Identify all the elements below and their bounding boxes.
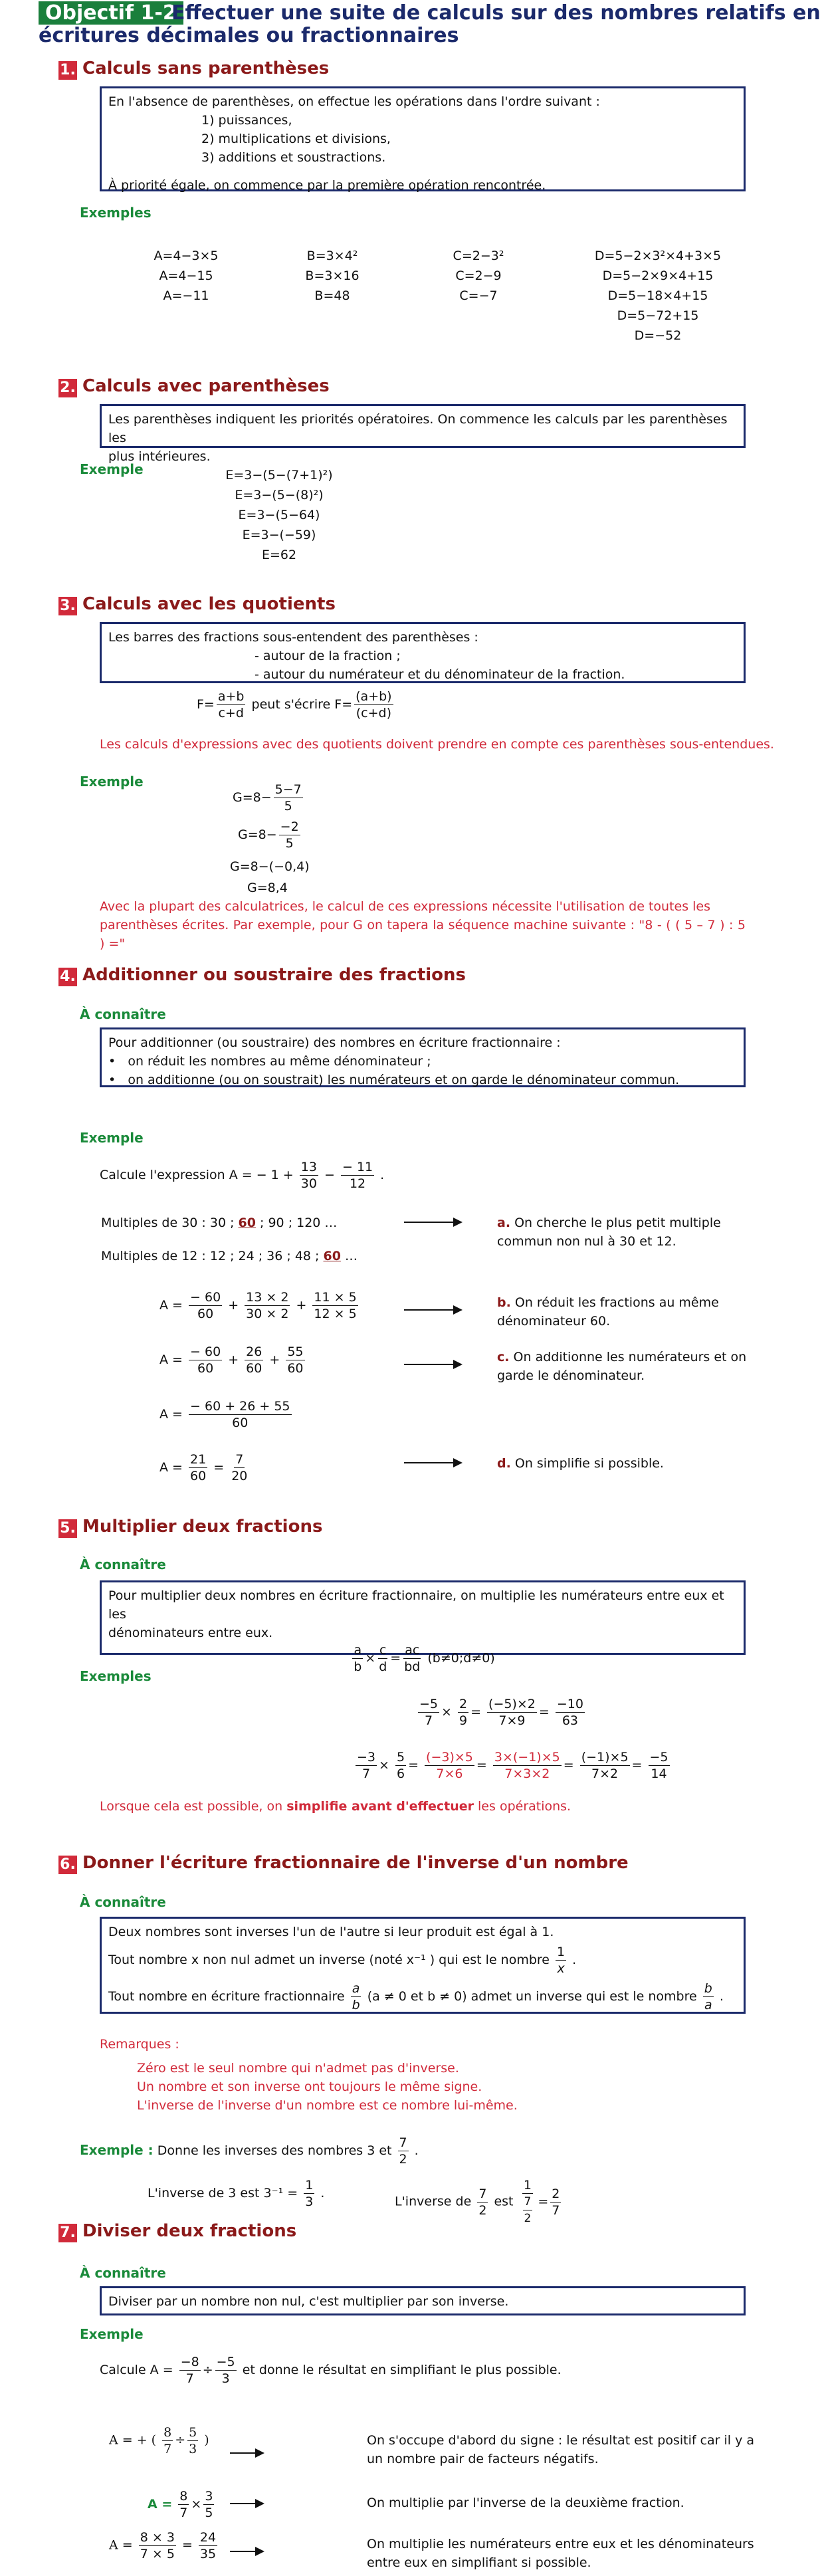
rule-text: Pour multiplier deux nombres en écriture fractionnaire, on multiplie les numérateurs entre eux et les — [108, 1588, 724, 1622]
division-step-2: A = $\frac{8}{7}$ × $\frac{3}{5}$ — [148, 2489, 213, 2520]
arrow-1 — [230, 2452, 263, 2454]
rule-text: Diviser par un nombre non nul, c'est multiplier par son inverse. — [108, 2294, 509, 2309]
section-number: 5. — [58, 1519, 77, 1538]
example-label: Exemple — [80, 774, 144, 790]
exercise-statement: Calcule l'expression A = − 1 + $\frac{13}{30}$ − $\frac{- 11}{12}$ . — [100, 1160, 385, 1191]
inverse-of-3: L'inverse de 3 est 3⁻¹ = $\frac{1}{3}$ . — [148, 2178, 325, 2209]
examples-label: Exemples — [80, 1668, 152, 1684]
example-column-b: B=3×4² B=3×16 B=48 — [305, 249, 360, 303]
step-c-expression: A = $\frac{- 60}{60}$ + $\frac{26}{60}$ + $\frac{55}{60}$ — [159, 1344, 304, 1376]
rule-text: Pour additionner (ou soustraire) des nombres en écriture fractionnaire : — [108, 1035, 561, 1050]
formula-f: F= $\frac{a+b}{c+d}$ peut s'écrire F= $\frac{(a+b)}{(c+d)}$ — [197, 689, 392, 720]
rule-box — [100, 2286, 746, 2315]
page-title-line1: Effectuer une suite de calculs sur des nombres relatifs en — [171, 1, 821, 25]
example-column-d: D=5−2×3²×4+3×5 D=5−2×9×4+15 D=5−18×4+15 D=5−72+15 D=−52 — [594, 249, 722, 343]
rule-box — [100, 404, 746, 464]
rule-text: - autour du numérateur et du dénominateur de la fraction. — [255, 667, 625, 682]
page-title-line2: écritures décimales ou fractionnaires — [39, 24, 459, 47]
objective-badge: Objectif 1-2 — [39, 1, 183, 25]
division-explanation-3: On multiplie les numérateurs entre eux et les dénominateurs entre eux en simplifiant si possible. — [367, 2537, 754, 2570]
example-column-a: A=4−3×5 A=4−15 A=−11 — [154, 249, 219, 303]
section-number: 3. — [58, 597, 77, 615]
inverse-example-statement: Exemple : Donne les inverses des nombres 3 et $\frac{7}{2}$ . — [80, 2135, 419, 2167]
arrow-a — [404, 1222, 461, 1223]
example-e-steps: E=3−(5−(7+1)²) E=3−(5−(8)²) E=3−(5−64) E=3−(−59) E=62 — [225, 468, 333, 562]
know-label: À connaître — [80, 1894, 166, 1910]
bullet-icon: • — [108, 1054, 128, 1069]
arrow-d — [404, 1462, 461, 1463]
section-title: Calculs avec les quotients — [82, 594, 336, 614]
example-column-c: C=2−3² C=2−9 C=−7 — [453, 249, 504, 303]
section-title: Multiplier deux fractions — [82, 1517, 323, 1537]
arrow-b — [404, 1309, 461, 1311]
rule-box: Pour additionner (ou soustraire) des nombres en écriture fractionnaire : • on réduit les nombres au même dénominateur ; • on additionne (ou on soustrait) les numérateurs et on garde le dénominateur commun. — [100, 1027, 746, 1087]
section-number: 6. — [58, 1856, 77, 1874]
rule-box: Deux nombres sont inverses l'un de l'autre si leur produit est égal à 1. Tout nombre x non nul admet un inverse (noté x⁻¹ ) qui est le nombre $\frac{1}{x}$ . Tout nombre en écriture fractionnaire $\frac{a}{b}$ (a ≠ 0 et b ≠ 0) admet un inverse qui est le nombre $\frac{b}{a}$ . — [100, 1917, 746, 2014]
section-title: Diviser deux fractions — [82, 2221, 297, 2241]
example-label: Exemple — [80, 2326, 144, 2342]
rule-text: Les parenthèses indiquent les priorités opératoires. On commence les calculs par les parenthèses les — [108, 412, 728, 445]
section-title: Calculs sans parenthèses — [82, 58, 330, 78]
step-b-expression: A = $\frac{- 60}{60}$ + $\frac{13 \times 2}{30 \times 2}$ + $\frac{11 \times 5}{12 \times 5}$ — [159, 1290, 357, 1321]
know-label: À connaître — [80, 1006, 166, 1022]
rule-text: 2) multiplications et divisions, — [201, 132, 391, 146]
rule-text: - autour de la fraction ; — [255, 649, 401, 663]
example-g-line1: G=8− $\frac{5-7}{5}$ — [233, 782, 302, 813]
warning-note: Les calculs d'expressions avec des quotients doivent prendre en compte ces parenthèses sous-entendues. — [100, 737, 774, 752]
rule-box — [100, 622, 746, 683]
calculator-note: Avec la plupart des calculatrices, le calcul de ces expressions nécessite l'utilisation de toutes les parenthèses écrites. Par exemple, pour G on tapera la séquence machine suivante : "8 - ( ( 5 – 7 ) : 5 ) =" — [100, 899, 746, 951]
multiplication-formula: $\frac{a}{b}$ × $\frac{c}{d}$ = $\frac{ac}{bd}$ (b≠0;d≠0) — [354, 1643, 495, 1674]
bullet-icon: • — [108, 1073, 128, 1087]
section-title: Donner l'écriture fractionnaire de l'inverse d'un nombre — [82, 1853, 629, 1873]
examples-label: Exemples — [80, 205, 152, 221]
example-label: Exemple — [80, 1130, 144, 1146]
section-number: 7. — [58, 2224, 77, 2242]
example-g-line4: G=8,4 — [247, 881, 288, 895]
example-g-line2: G=8− $\frac{-2}{5}$ — [238, 819, 299, 851]
division-step-3: A = $\frac{8 \times 3}{7 \times 5}$ = $\frac{24}{35}$ — [109, 2530, 217, 2561]
step-c: c. On additionne les numérateurs et on garde le dénominateur. — [497, 1350, 747, 1383]
simplify-note: Lorsque cela est possible, on simplifie avant d'effectuer les opérations. — [100, 1799, 571, 1814]
section-number: 1. — [58, 61, 77, 80]
rule-text: À priorité égale, on commence par la première opération rencontrée. — [108, 178, 546, 193]
remarks-label: Remarques : — [100, 2037, 179, 2052]
step-a: a. On cherche le plus petit multiple commun non nul à 30 et 12. — [497, 1216, 721, 1249]
arrow-c — [404, 1364, 461, 1365]
rule-text: Les barres des fractions sous-entendent des parenthèses : — [108, 630, 478, 645]
arrow-3 — [230, 2551, 263, 2552]
section-title: Additionner ou soustraire des fractions — [82, 965, 466, 985]
section-number: 2. — [58, 379, 77, 397]
remarks-list: Zéro est le seul nombre qui n'admet pas d'inverse. Un nombre et son inverse ont toujours le même signe. L'inverse de l'inverse d'un nombre est ce nombre lui-même. — [137, 2061, 518, 2113]
mult-example-1: $\frac{-5}{7}$ × $\frac{2}{9}$ = $\frac{(-5)\times 2}{7\times 9}$ = $\frac{-10}{63}$ — [419, 1697, 583, 1728]
sum-expression: A = $\frac{- 60 + 26 + 55}{60}$ — [159, 1399, 290, 1430]
division-statement: Calcule A = $\frac{-8}{7}$ ÷ $\frac{-5}{3}$ et donne le résultat en simplifiant le plus possible. — [100, 2355, 562, 2386]
inverse-of-7-over-2: L'inverse de $\frac{7}{2}$ est $\frac{1}{\frac{7}{2}}$ = $\frac{2}{7}$ — [395, 2178, 560, 2225]
example-label: Exemple — [80, 461, 144, 477]
step-d: d. On simplifie si possible. — [497, 1456, 664, 1471]
rule-text: Deux nombres sont inverses l'un de l'autre si leur produit est égal à 1. — [108, 1925, 554, 1939]
rule-text: 3) additions et soustractions. — [201, 150, 386, 165]
example-g-line3: G=8−(−0,4) — [230, 859, 310, 874]
rule-text: plus intérieures. — [108, 449, 211, 464]
multiples-12: Multiples de 12 : 12 ; 24 ; 36 ; 48 ; 60 … — [101, 1249, 358, 1263]
section-title: Calculs avec parenthèses — [82, 376, 330, 396]
division-explanation-2: On multiplie par l'inverse de la deuxième fraction. — [367, 2496, 684, 2510]
know-label: À connaître — [80, 1556, 166, 1572]
rule-text: dénominateurs entre eux. — [108, 1626, 273, 1640]
division-step-1: A = + ( $\frac{8}{7}$ ÷ $\frac{5}{3}$ ) — [109, 2425, 209, 2456]
section-number: 4. — [58, 968, 77, 986]
division-explanation-1: On s'occupe d'abord du signe : le résultat est positif car il y a un nombre pair de facteurs négatifs. — [367, 2433, 755, 2466]
step-b: b. On réduit les fractions au même dénominateur 60. — [497, 1295, 719, 1329]
multiples-30: Multiples de 30 : 30 ; 60 ; 90 ; 120 … — [101, 1216, 338, 1230]
know-label: À connaître — [80, 2265, 166, 2281]
rule-text: En l'absence de parenthèses, on effectue les opérations dans l'ordre suivant : — [108, 94, 600, 109]
step-d-expression: A = $\frac{21}{60}$ = $\frac{7}{20}$ — [159, 1452, 248, 1483]
rule-box — [100, 86, 746, 191]
mult-example-2: $\frac{-3}{7}$ × $\frac{5}{6}$ = $\frac{(-3)\times 5}{7\times 6}$ = $\frac{3\times(-1)\times 5}{7\times 3\times 2}$ = $\frac{(-1)\times 5}{7\times 2}$ = $\frac{-5}{14}$ — [357, 1750, 669, 1781]
rule-text: 1) puissances, — [201, 113, 292, 128]
arrow-2 — [230, 2503, 263, 2504]
rule-box — [100, 1580, 746, 1674]
